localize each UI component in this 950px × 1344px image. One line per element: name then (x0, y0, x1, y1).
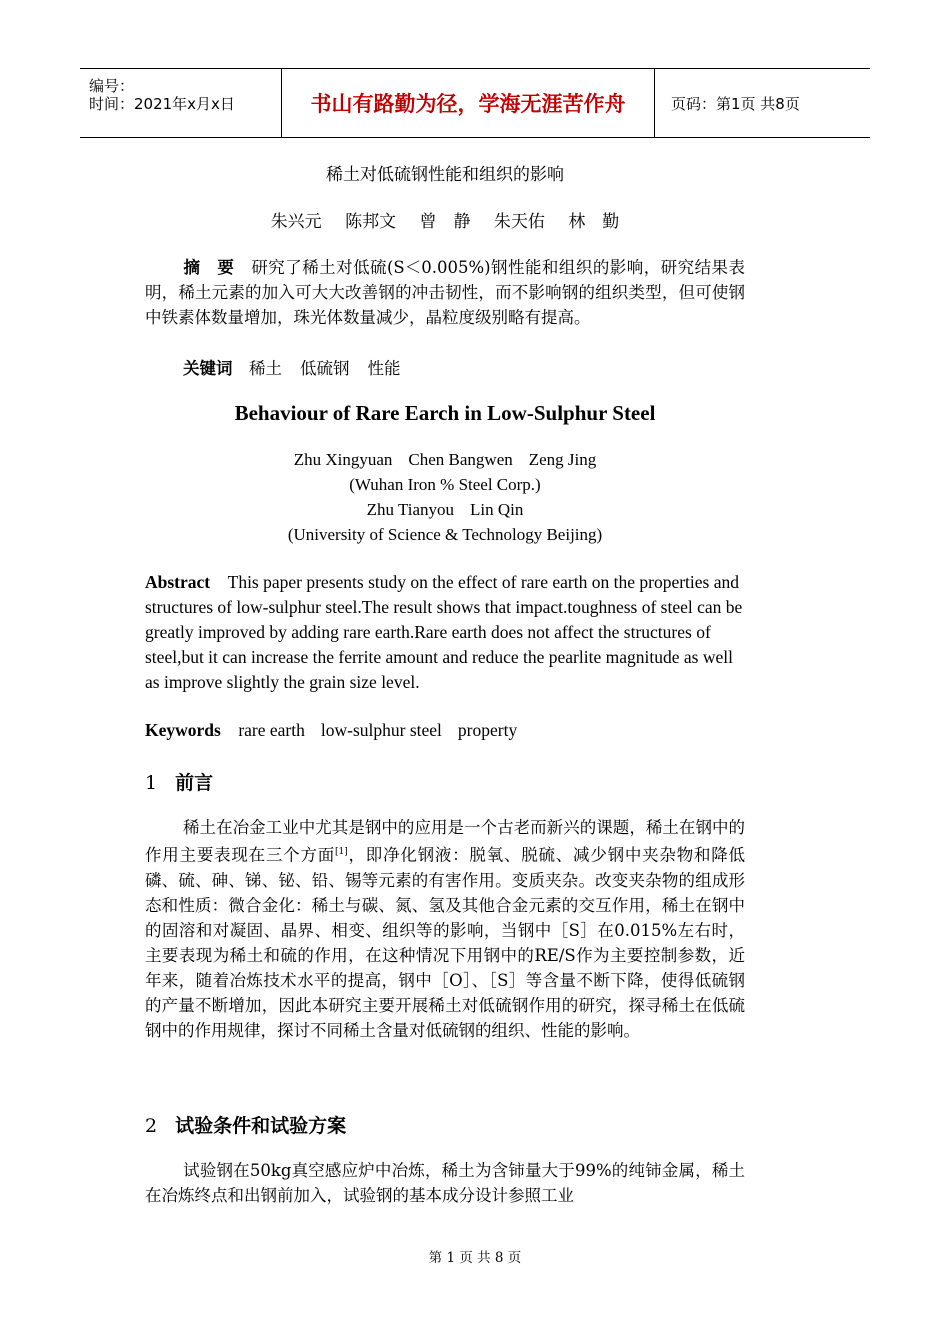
abstract-zh-label: 摘 要 (183, 258, 235, 277)
abstract-zh-text: 研究了稀土对低硫(S＜0.005%)钢性能和组织的影响，研究结果表明，稀土元素的加入可大大改善钢的冲击韧性，而不影响钢的组织类型，但可使钢中铁素体数量增加，珠光体数量减少，晶粒度级别略有提高。 (145, 258, 746, 327)
affiliation-1: (Wuhan Iron % Steel Corp.) (349, 475, 541, 494)
section-1-text-b: ，即净化钢液：脱氧、脱硫、减少钢中夹杂物和降低磷、硫、砷、锑、铋、铅、锡等元素的有害作用。变质夹杂。改变夹杂物的组成形态和性质：微合金化：稀土与碳、氮、氢及其他合金元素的交互作用，稀土在钢中的固溶和对凝固、晶界、相变、组织等的影响，当钢中［S］在0.015%左右时，主要表现为稀土和硫的作用，在这种情况下用钢中的RE/S作为主要控制参数，近年来，随着冶炼技术水平的提高，钢中［O］、［S］等含量不断下降，使得低硫钢的产量不断增加，因此本研究主要开展稀土对低硫钢作用的研究，探寻稀土在低硫钢中的作用规律，探讨不同稀土含量对低硫钢的组织、性能的影响。 (145, 845, 746, 1040)
header-motto: 书山有路勤为径，学海无涯苦作舟 (281, 69, 655, 137)
abstract-en (145, 570, 745, 695)
abstract-en-text: This paper presents study on the effect of rare earth on the properties and structures of low-sulphur steel.The result shows that impact.toughness of steel can be greatly improved by adding rare earth.Rare earth does not affect the structures of steel,but it can increase the ferrite amount and reduce the pearlite magnitude as well as improve slightly the grain size level. (145, 572, 743, 692)
title-zh: 稀土对低硫钢性能和组织的影响 (326, 165, 564, 185)
keywords-en (145, 720, 745, 741)
keywords-zh-label: 关键词 (183, 359, 233, 378)
document-header (80, 68, 870, 138)
keyword-zh: 稀土 (249, 359, 282, 378)
author-zh: 陈邦文 (345, 212, 397, 232)
time-label: 时间：2021年x月x日 (89, 95, 235, 113)
authors-zh (145, 207, 745, 232)
author-en: Zhu Xingyuan (293, 450, 393, 469)
author-en: Chen Bangwen (408, 450, 513, 469)
section-1-heading (145, 768, 745, 795)
author-zh: 朱兴元 (270, 212, 322, 232)
section-1-body (145, 815, 745, 1043)
section-1-number: 1 (145, 772, 158, 794)
citation-ref: [1] (335, 847, 348, 857)
authors-en-line1 (145, 450, 745, 470)
section-2-text: 试验钢在50kg真空感应炉中冶炼，稀土为含铈量大于99%的纯铈金属，稀土在冶炼终点和出钢前加入，试验钢的基本成分设计参照工业 (145, 1161, 745, 1205)
keywords-zh (145, 355, 745, 379)
abstract-en-label: Abstract (145, 572, 211, 592)
section-1-title: 前言 (175, 772, 214, 794)
keyword-zh: 低硫钢 (300, 359, 350, 378)
keyword-zh: 性能 (367, 359, 401, 378)
page-code-text: 页码：第1页 共8页 (671, 94, 800, 113)
author-en: Zeng Jing (528, 450, 597, 469)
number-label: 编号： (89, 77, 135, 95)
section-2-body (145, 1158, 745, 1208)
keyword-en: property (457, 720, 518, 740)
author-en: Zhu Tianyou (366, 500, 455, 519)
author-zh: 曾 静 (419, 212, 471, 232)
author-zh: 林 勤 (568, 212, 620, 232)
section-2-number: 2 (145, 1115, 158, 1137)
section-2-heading (145, 1111, 745, 1138)
keyword-en: rare earth (238, 720, 305, 740)
author-zh: 朱天佑 (493, 212, 545, 232)
keywords-en-label: Keywords (145, 720, 221, 740)
abstract-zh (145, 255, 745, 330)
author-en: Lin Qin (470, 500, 524, 519)
keyword-en: low-sulphur steel (320, 720, 442, 740)
header-meta-cell (80, 69, 280, 137)
header-page-code (663, 69, 870, 137)
title-en: Behaviour of Rare Earch in Low-Sulphur Steel (234, 401, 656, 425)
section-2-title: 试验条件和试验方案 (175, 1115, 347, 1137)
authors-en-line2 (145, 500, 745, 520)
section-1-text-a: 稀土在冶金工业中尤其是钢中的应用是一个古老而新兴的课题，稀土在钢中的作用主要表现在三个方面 (145, 818, 745, 865)
affiliation-2: (University of Science & Technology Beijing) (287, 525, 603, 544)
page-footer: 第 1 页 共 8 页 (428, 1250, 522, 1266)
